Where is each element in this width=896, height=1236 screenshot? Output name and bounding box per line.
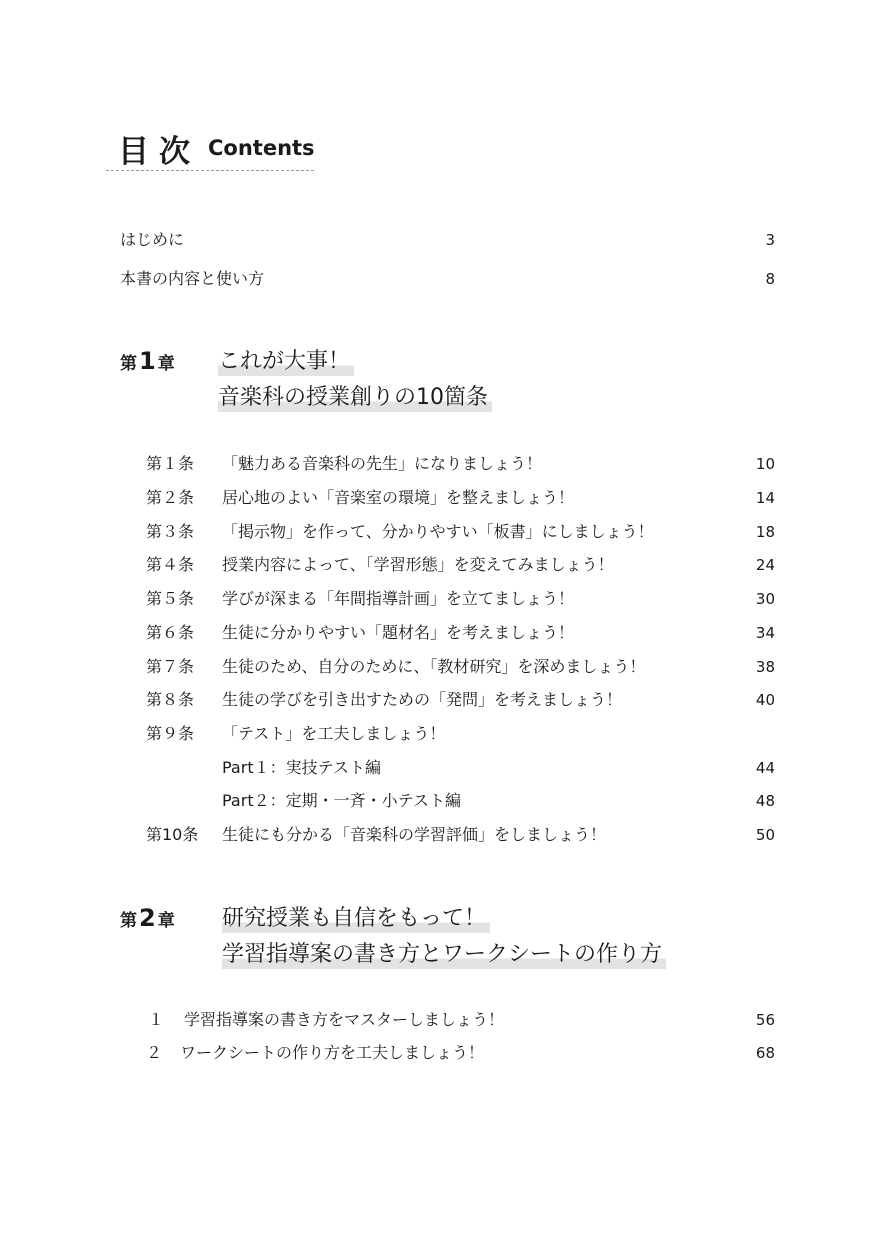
entry-label: ２ (146, 1043, 163, 1062)
toc-entry[interactable] (0, 1008, 896, 1032)
entry-label: 第９条 (146, 724, 195, 743)
chapter-2-title-line1: 研究授業も自信をもって！ (218, 902, 494, 936)
chapter-1-title-line2: 音楽科の授業創りの10箇条 (214, 381, 496, 415)
entry-label: 第２条 (146, 488, 195, 507)
entry-text: 生徒のため、自分のために、「教材研究」を深めましょう！ (222, 657, 646, 676)
entry-text: 生徒の学びを引き出すための「発問」を考えましょう！ (222, 690, 623, 709)
entry-text: 本書の内容と使い方 (120, 269, 265, 288)
entry-page: 30 (755, 590, 775, 608)
toc-entry[interactable] (0, 486, 896, 510)
entry-label: 第１条 (146, 454, 195, 473)
entry-page: 56 (755, 1011, 775, 1029)
entry-page: 24 (755, 556, 775, 574)
entry-page: 44 (755, 759, 775, 777)
entry-text: 「魅力ある音楽科の先生」になりましょう！ (222, 454, 543, 473)
toc-entry[interactable] (0, 1041, 896, 1065)
entry-text: 学びが深まる「年間指導計画」を立てましょう！ (222, 589, 575, 608)
entry-text: 生徒にも分かる「音楽科の学習評価」をしましょう！ (222, 825, 607, 844)
toc-entry[interactable] (0, 655, 896, 679)
entry-text: 学習指導案の書き方をマスターしましょう！ (184, 1010, 505, 1029)
entry-label: 第７条 (146, 657, 195, 676)
toc-entry[interactable] (0, 587, 896, 611)
toc-entry[interactable] (0, 553, 896, 577)
entry-page: 3 (765, 231, 775, 249)
entry-label: 第10条 (146, 825, 199, 844)
toc-entry[interactable] (0, 688, 896, 712)
toc-entry[interactable] (0, 621, 896, 645)
entry-page: 8 (765, 270, 775, 288)
entry-label: 第３条 (146, 522, 195, 541)
entry-text: 「掲示物」を作って、分かりやすい「板書」にしましょう！ (222, 522, 654, 541)
entry-text: Part２：定期・一斉・小テスト編 (222, 791, 461, 810)
entry-page: 68 (755, 1044, 775, 1062)
toc-entry-intro[interactable] (0, 228, 896, 252)
toc-entry[interactable] (0, 722, 896, 746)
title-dashed-rule (106, 170, 314, 171)
toc-entry[interactable] (0, 452, 896, 476)
chapter-1-title-line1: これが大事！ (214, 345, 358, 379)
entry-page: 14 (755, 489, 775, 507)
title-japanese: 目次 (118, 134, 200, 170)
toc-entry[interactable] (0, 520, 896, 544)
entry-text: ワークシートの作り方を工夫しましょう！ (180, 1043, 485, 1062)
entry-text: 「テスト」を工夫しましょう！ (222, 724, 446, 743)
entry-text: 居心地のよい「音楽室の環境」を整えましょう！ (222, 488, 575, 507)
entry-page: 18 (755, 523, 775, 541)
entry-label: 第５条 (146, 589, 195, 608)
entry-label: １ (148, 1010, 165, 1029)
toc-entry-sub[interactable] (0, 756, 896, 780)
entry-page: 50 (755, 826, 775, 844)
entry-page: 34 (755, 624, 775, 642)
entry-page: 40 (755, 691, 775, 709)
entry-page: 38 (755, 658, 775, 676)
entry-text: はじめに (120, 230, 185, 249)
entry-page: 10 (755, 455, 775, 473)
entry-text: Part１：実技テスト編 (222, 758, 381, 777)
entry-text: 授業内容によって、「学習形態」を変えてみましょう！ (222, 555, 614, 574)
toc-entry-usage[interactable] (0, 267, 896, 291)
entry-label: 第４条 (146, 555, 195, 574)
toc-entry[interactable] (0, 823, 896, 847)
chapter-1-label: 第1 章 (120, 347, 175, 375)
chapter-2-label: 第2 章 (120, 904, 175, 932)
entry-label: 第６条 (146, 623, 195, 642)
title-english: Contents (208, 136, 315, 160)
entry-label: 第８条 (146, 690, 195, 709)
toc-entry-sub[interactable] (0, 789, 896, 813)
entry-page: 48 (755, 792, 775, 810)
entry-text: 生徒に分かりやすい「題材名」を考えましょう！ (222, 623, 575, 642)
chapter-2-title-line2: 学習指導案の書き方とワークシートの作り方 (218, 938, 670, 972)
